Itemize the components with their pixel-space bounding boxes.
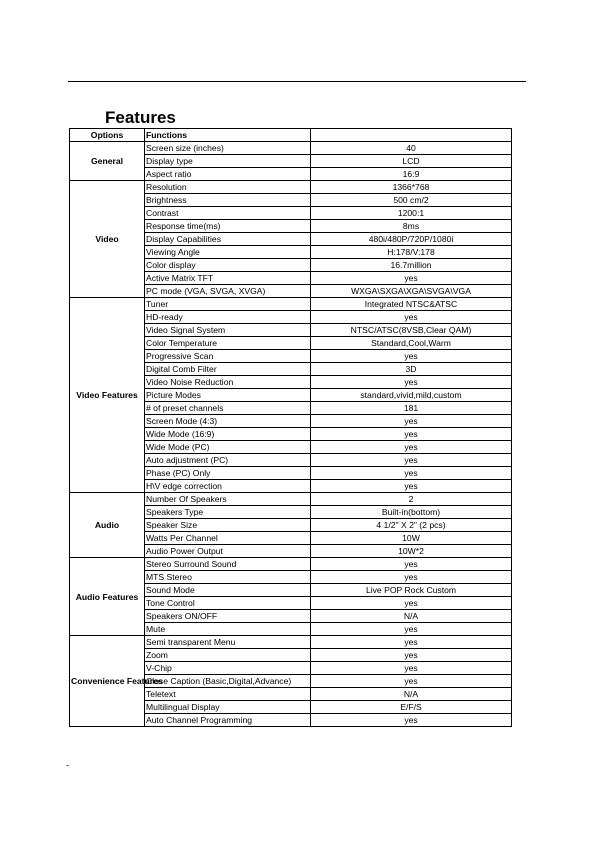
value-cell: yes: [311, 311, 512, 324]
value-cell: standard,vivid,mild,custom: [311, 389, 512, 402]
features-table: [69, 128, 512, 727]
function-cell: HD-ready: [145, 311, 311, 324]
function-cell: Zoom: [145, 649, 311, 662]
function-cell: Semi transparent Menu: [145, 636, 311, 649]
option-group-label: General: [70, 142, 145, 181]
header-functions: Functions: [145, 129, 311, 142]
header-values: [311, 129, 512, 142]
value-cell: yes: [311, 376, 512, 389]
value-cell: 500 cm/2: [311, 194, 512, 207]
value-cell: yes: [311, 623, 512, 636]
function-cell: Aspect ratio: [145, 168, 311, 181]
value-cell: Built-in(bottom): [311, 506, 512, 519]
value-cell: yes: [311, 571, 512, 584]
top-rule: [68, 81, 526, 82]
value-cell: 2: [311, 493, 512, 506]
function-cell: Color Temperature: [145, 337, 311, 350]
value-cell: yes: [311, 558, 512, 571]
function-cell: # of preset channels: [145, 402, 311, 415]
value-cell: yes: [311, 714, 512, 727]
value-cell: 1200:1: [311, 207, 512, 220]
value-cell: Live POP Rock Custom: [311, 584, 512, 597]
function-cell: Mute: [145, 623, 311, 636]
function-cell: PC mode (VGA, SVGA, XVGA): [145, 285, 311, 298]
value-cell: 181: [311, 402, 512, 415]
function-cell: Tuner: [145, 298, 311, 311]
table-row: [70, 636, 512, 649]
value-cell: yes: [311, 480, 512, 493]
function-cell: Progressive Scan: [145, 350, 311, 363]
table-row: [70, 558, 512, 571]
value-cell: 480i/480P/720P/1080i: [311, 233, 512, 246]
value-cell: LCD: [311, 155, 512, 168]
table-row: [70, 142, 512, 155]
function-cell: Speakers ON/OFF: [145, 610, 311, 623]
function-cell: V-Chip: [145, 662, 311, 675]
function-cell: Speaker Size: [145, 519, 311, 532]
option-group-label: Audio Features: [70, 558, 145, 636]
option-group-label: Convenience Features: [70, 636, 145, 727]
value-cell: yes: [311, 415, 512, 428]
function-cell: Video Signal System: [145, 324, 311, 337]
function-cell: Stereo Surround Sound: [145, 558, 311, 571]
function-cell: Brightness: [145, 194, 311, 207]
option-group-label: Video: [70, 181, 145, 298]
function-cell: Auto Channel Programming: [145, 714, 311, 727]
function-cell: Screen Mode (4:3): [145, 415, 311, 428]
footer-mark: -: [66, 760, 69, 770]
page-title: Features: [105, 108, 176, 127]
function-cell: Color display: [145, 259, 311, 272]
function-cell: MTS Stereo: [145, 571, 311, 584]
function-cell: Watts Per Channel: [145, 532, 311, 545]
value-cell: 40: [311, 142, 512, 155]
value-cell: H:178/V:178: [311, 246, 512, 259]
function-cell: Multilingual Display: [145, 701, 311, 714]
header-options: Options: [70, 129, 145, 142]
function-cell: Teletext: [145, 688, 311, 701]
value-cell: E/F/S: [311, 701, 512, 714]
function-cell: Auto adjustment (PC): [145, 454, 311, 467]
value-cell: yes: [311, 350, 512, 363]
value-cell: 10W: [311, 532, 512, 545]
value-cell: WXGA\SXGA\XGA\SVGA\VGA: [311, 285, 512, 298]
function-cell: Active Matrix TFT: [145, 272, 311, 285]
function-cell: Video Noise Reduction: [145, 376, 311, 389]
value-cell: yes: [311, 467, 512, 480]
function-cell: Display Capabilities: [145, 233, 311, 246]
function-cell: H\V edge correction: [145, 480, 311, 493]
table-row: [70, 493, 512, 506]
function-cell: Tone Control: [145, 597, 311, 610]
value-cell: yes: [311, 662, 512, 675]
value-cell: 3D: [311, 363, 512, 376]
function-cell: Picture Modes: [145, 389, 311, 402]
value-cell: 16.7million: [311, 259, 512, 272]
value-cell: yes: [311, 272, 512, 285]
value-cell: yes: [311, 675, 512, 688]
value-cell: 16:9: [311, 168, 512, 181]
value-cell: yes: [311, 428, 512, 441]
value-cell: Integrated NTSC&ATSC: [311, 298, 512, 311]
value-cell: N/A: [311, 610, 512, 623]
function-cell: Wide Mode (16:9): [145, 428, 311, 441]
function-cell: Response time(ms): [145, 220, 311, 233]
table-row: [70, 181, 512, 194]
function-cell: Digital Comb Filter: [145, 363, 311, 376]
function-cell: Phase (PC) Only: [145, 467, 311, 480]
function-cell: Contrast: [145, 207, 311, 220]
value-cell: 10W*2: [311, 545, 512, 558]
function-cell: Number Of Speakers: [145, 493, 311, 506]
function-cell: Audio Power Output: [145, 545, 311, 558]
function-cell: Screen size (inches): [145, 142, 311, 155]
value-cell: yes: [311, 649, 512, 662]
value-cell: yes: [311, 441, 512, 454]
table-row: [70, 298, 512, 311]
function-cell: Speakers Type: [145, 506, 311, 519]
value-cell: N/A: [311, 688, 512, 701]
function-cell: Close Caption (Basic,Digital,Advance): [145, 675, 311, 688]
value-cell: Standard,Cool,Warm: [311, 337, 512, 350]
function-cell: Display type: [145, 155, 311, 168]
table-header-row: [70, 129, 512, 142]
value-cell: 1366*768: [311, 181, 512, 194]
function-cell: Wide Mode (PC): [145, 441, 311, 454]
function-cell: Sound Mode: [145, 584, 311, 597]
option-group-label: Audio: [70, 493, 145, 558]
value-cell: 8ms: [311, 220, 512, 233]
value-cell: NTSC/ATSC(8VSB,Clear QAM): [311, 324, 512, 337]
function-cell: Resolution: [145, 181, 311, 194]
value-cell: yes: [311, 597, 512, 610]
value-cell: yes: [311, 636, 512, 649]
function-cell: Viewing Angle: [145, 246, 311, 259]
option-group-label: Video Features: [70, 298, 145, 493]
value-cell: 4 1/2" X 2" (2 pcs): [311, 519, 512, 532]
value-cell: yes: [311, 454, 512, 467]
